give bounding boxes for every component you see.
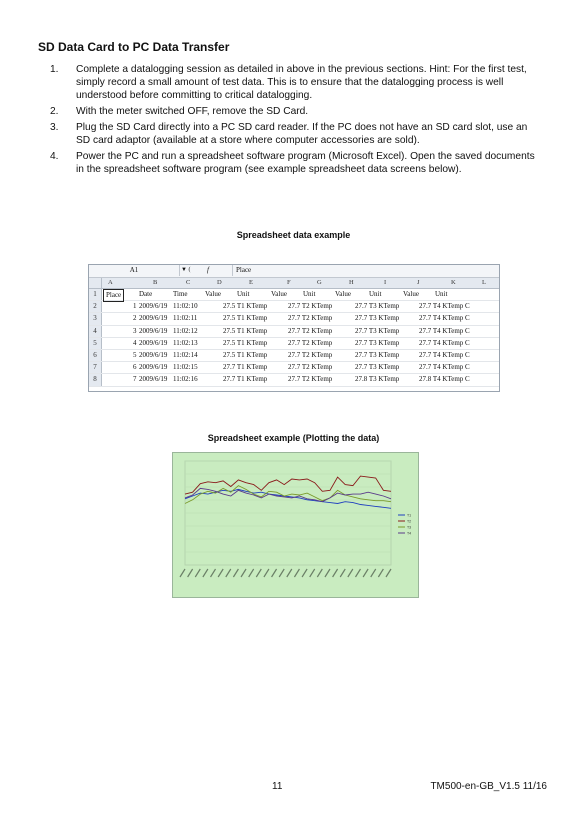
steps-list: [38, 63, 543, 179]
x-tick: [333, 569, 338, 577]
table-cell: 11:02:16: [173, 375, 198, 384]
table-cell: 27.7 T3 KTemp: [355, 350, 400, 359]
table-cell: 27.7 T1 KTemp: [223, 375, 268, 384]
table-cell: 27.7 T2 KTemp: [288, 338, 333, 347]
table-cell: 27.7 T2 KTemp: [288, 363, 333, 372]
col-header: F: [287, 279, 291, 286]
table-cell: 27.5 T1 KTemp: [223, 350, 268, 359]
x-tick: [256, 569, 261, 577]
col-header: K: [451, 279, 456, 286]
column-header-row: [89, 278, 499, 289]
table-cell: 27.8 T4 KTemp C: [419, 375, 470, 384]
col-header: D: [217, 279, 222, 286]
table-cell: 27.5 T1 KTemp: [223, 338, 268, 347]
table-cell: 27.7 T4 KTemp C: [419, 302, 470, 311]
x-tick: [264, 569, 269, 577]
step-number: 3.: [50, 122, 59, 133]
line-chart: [172, 452, 419, 598]
table-cell: 2009/6/19: [139, 338, 168, 347]
table-cell: 27.7 T2 KTemp: [288, 314, 333, 323]
page-number: 11: [272, 781, 283, 792]
col-header: E: [249, 279, 253, 286]
table-cell: 11:02:12: [173, 326, 198, 335]
formula-bar: [89, 265, 499, 278]
name-box: A1: [89, 265, 180, 276]
fx-icon: f: [207, 266, 209, 274]
x-tick: [279, 569, 284, 577]
table-row: [89, 313, 499, 325]
table-row: [89, 350, 499, 362]
x-tick: [386, 569, 391, 577]
table-cell: 27.7 T2 KTemp: [288, 375, 333, 384]
col-header: H: [349, 279, 354, 286]
table-cell: 27.7 T3 KTemp: [355, 302, 400, 311]
legend-label: T2: [407, 519, 412, 524]
table-row: [89, 301, 499, 313]
x-tick: [203, 569, 208, 577]
x-tick: [302, 569, 307, 577]
row-header: 5: [89, 338, 102, 349]
table-cell: 27.5 T1 KTemp: [223, 326, 268, 335]
table-cell[interactable]: Place: [103, 289, 124, 302]
col-header: I: [384, 279, 387, 286]
table-cell: 6: [133, 363, 137, 372]
table-cell: 27.7 T3 KTemp: [355, 314, 400, 323]
table-cell: 11:02:14: [173, 350, 198, 359]
row-header: 7: [89, 362, 102, 373]
table-cell: Unit: [303, 290, 316, 298]
table-cell: 2: [133, 314, 137, 323]
x-tick: [378, 569, 383, 577]
x-tick: [363, 569, 368, 577]
x-tick: [310, 569, 315, 577]
table-cell: Value: [403, 290, 419, 298]
legend-label: T4: [407, 531, 412, 536]
x-tick: [218, 569, 223, 577]
col-header: G: [317, 279, 322, 286]
table-cell: Unit: [435, 290, 448, 298]
x-tick: [272, 569, 277, 577]
col-header: L: [482, 279, 486, 286]
section-heading: SD Data Card to PC Data Transfer: [38, 40, 230, 54]
step-number: 2.: [50, 106, 59, 117]
x-tick: [249, 569, 254, 577]
x-tick: [371, 569, 376, 577]
step-text: Power the PC and run a spreadsheet software program (Microsoft Excel). Open the saved documents in the spreadsheet software program (see example spreadsheet data screens below).: [76, 151, 535, 175]
table-cell: 2009/6/19: [139, 326, 168, 335]
table-cell: 27.5 T1 KTemp: [223, 302, 268, 311]
table-cell: 3: [133, 326, 137, 335]
step-text: With the meter switched OFF, remove the SD Card.: [76, 106, 309, 117]
table-cell: 2009/6/19: [139, 363, 168, 372]
step-item: [38, 121, 543, 147]
table-cell: 27.7 T4 KTemp C: [419, 363, 470, 372]
row-header: 2: [89, 301, 102, 312]
table-cell: 27.7 T4 KTemp C: [419, 314, 470, 323]
col-header: J: [417, 279, 420, 286]
table-cell: Value: [205, 290, 221, 298]
table-cell: 11:02:11: [173, 314, 198, 323]
table-cell: 2009/6/19: [139, 314, 168, 323]
x-tick: [188, 569, 193, 577]
col-header: A: [108, 279, 113, 286]
table-cell: Date: [139, 290, 153, 298]
step-item: [38, 63, 543, 102]
table-cell: 11:02:15: [173, 363, 198, 372]
table-cell: 27.7 T2 KTemp: [288, 302, 333, 311]
table-cell: 2009/6/19: [139, 350, 168, 359]
table-cell: 4: [133, 338, 137, 347]
x-tick: [211, 569, 216, 577]
step-item: [38, 150, 543, 176]
step-text: Plug the SD Card directly into a PC SD card reader. If the PC does not have an SD card slot, use an SD card adaptor (available at a store where computer accessories are sold).: [76, 122, 528, 146]
table-cell: 11:02:13: [173, 338, 198, 347]
x-tick: [180, 569, 185, 577]
legend-label: T3: [407, 525, 412, 530]
table-row: [89, 326, 499, 338]
document-id: TM500-en-GB_V1.5 11/16: [430, 781, 547, 792]
table-row: [89, 289, 499, 301]
x-tick: [226, 569, 231, 577]
step-number: 4.: [50, 151, 59, 162]
x-tick: [325, 569, 330, 577]
table-cell: 27.5 T1 KTemp: [223, 314, 268, 323]
table-cell: 27.7 T3 KTemp: [355, 326, 400, 335]
table-cell: Value: [335, 290, 351, 298]
x-tick: [287, 569, 292, 577]
select-all-corner: [89, 278, 102, 288]
table-cell: 11:02:10: [173, 302, 198, 311]
table-row: [89, 374, 499, 386]
chart-svg: [173, 453, 418, 597]
table-cell: 7: [133, 375, 137, 384]
table-cell: Unit: [237, 290, 250, 298]
spreadsheet-screenshot: [88, 264, 500, 392]
table-cell: 27.7 T4 KTemp C: [419, 326, 470, 335]
legend-label: T1: [407, 513, 412, 518]
row-header: 6: [89, 350, 102, 361]
table-cell: 2009/6/19: [139, 375, 168, 384]
table-cell: 27.7 T2 KTemp: [288, 350, 333, 359]
table-cell: 27.8 T3 KTemp: [355, 375, 400, 384]
table-cell: 5: [133, 350, 137, 359]
dropdown-arrow-icon: ▼ (: [181, 267, 191, 273]
table-cell: 1: [133, 302, 137, 311]
spreadsheet-caption: Spreadsheet data example: [236, 230, 351, 240]
table-cell: Unit: [369, 290, 382, 298]
x-tick: [294, 569, 299, 577]
x-tick: [317, 569, 322, 577]
table-cell: 27.7 T3 KTemp: [355, 363, 400, 372]
table-cell: 27.7 T3 KTemp: [355, 338, 400, 347]
table-row: [89, 362, 499, 374]
table-cell: 27.7 T4 KTemp C: [419, 338, 470, 347]
table-row: [89, 338, 499, 350]
row-header: 1: [89, 289, 102, 300]
table-cell: 27.7 T1 KTemp: [223, 363, 268, 372]
chart-caption: Spreadsheet example (Plotting the data): [207, 433, 380, 443]
x-tick: [241, 569, 246, 577]
table-cell: Value: [271, 290, 287, 298]
row-header: 8: [89, 374, 102, 385]
table-cell: 2009/6/19: [139, 302, 168, 311]
table-cell: 27.7 T4 KTemp C: [419, 350, 470, 359]
x-tick: [348, 569, 353, 577]
row-header: 4: [89, 326, 102, 337]
step-number: 1.: [50, 64, 59, 75]
x-tick: [195, 569, 200, 577]
step-text: Complete a datalogging session as detailed in above in the previous sections. Hint: For the first test, simply record a small amount of test data. This is to ensure that the datalogging process is well understood before committing to critical datalogging.: [76, 64, 527, 101]
row-header: 3: [89, 313, 102, 324]
x-tick: [233, 569, 238, 577]
x-tick: [355, 569, 360, 577]
step-item: [38, 105, 543, 118]
table-cell: Time: [173, 290, 188, 298]
x-tick: [340, 569, 345, 577]
table-cell: 27.7 T2 KTemp: [288, 326, 333, 335]
formula-value: Place: [232, 265, 251, 276]
col-header: B: [153, 279, 158, 286]
col-header: C: [186, 279, 191, 286]
